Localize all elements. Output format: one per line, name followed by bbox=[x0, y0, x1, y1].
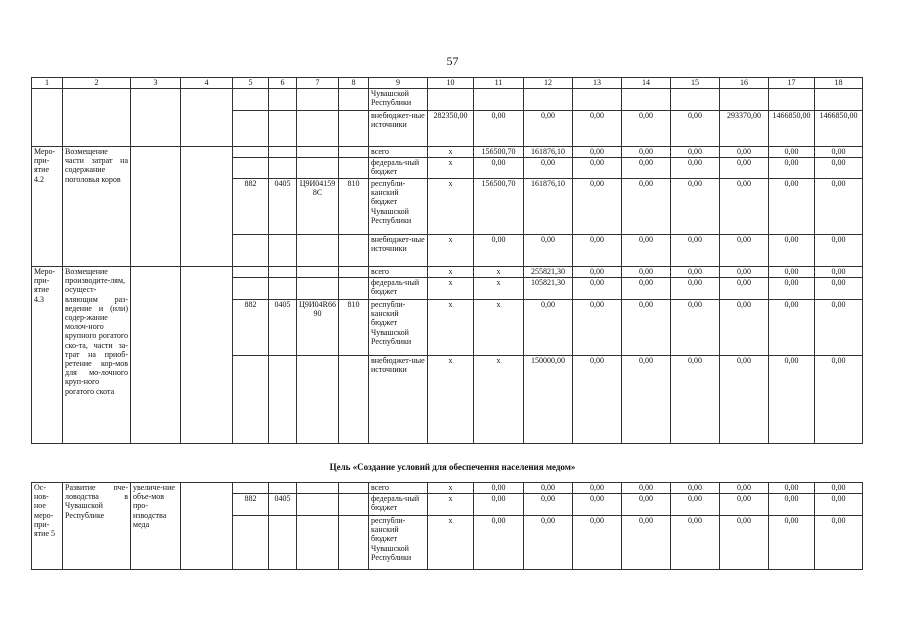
source-cell: внебюджет-ные источники bbox=[369, 111, 428, 147]
value-cell: 0,00 bbox=[573, 356, 622, 444]
col-number: 7 bbox=[297, 78, 339, 89]
expense-type-code: 810 bbox=[339, 300, 369, 356]
source-cell: всего bbox=[369, 147, 428, 158]
section-code: 0405 bbox=[269, 300, 297, 356]
col-number: 5 bbox=[233, 78, 269, 89]
value-cell: 0,00 bbox=[622, 300, 671, 356]
value-cell: 0,00 bbox=[573, 235, 622, 267]
value-cell: 0,00 bbox=[671, 267, 720, 278]
table-row bbox=[32, 267, 863, 278]
table-row bbox=[32, 89, 863, 111]
source-cell: всего bbox=[369, 483, 428, 494]
value-cell: 0,00 bbox=[720, 516, 769, 570]
value-cell: 0,00 bbox=[474, 235, 524, 267]
value-cell: 156500,70 bbox=[474, 147, 524, 158]
value-cell: 0,00 bbox=[815, 300, 863, 356]
column-number-row bbox=[32, 78, 863, 89]
value-cell: 0,00 bbox=[769, 356, 815, 444]
value-cell: 0,00 bbox=[769, 267, 815, 278]
value-cell: 0,00 bbox=[573, 516, 622, 570]
col-number: 18 bbox=[815, 78, 863, 89]
value-cell: х bbox=[428, 158, 474, 179]
value-cell: 0,00 bbox=[524, 300, 573, 356]
value-cell: 1466850,00 bbox=[769, 111, 815, 147]
col-number: 8 bbox=[339, 78, 369, 89]
value-cell: 0,00 bbox=[671, 235, 720, 267]
col-number: 12 bbox=[524, 78, 573, 89]
measure-name: Развитие пче-ловодства в Чувашской Республике bbox=[63, 483, 131, 570]
value-cell: 0,00 bbox=[769, 300, 815, 356]
page-number: 57 bbox=[446, 54, 459, 68]
value-cell: 0,00 bbox=[474, 516, 524, 570]
value-cell: 0,00 bbox=[671, 158, 720, 179]
value-cell: х bbox=[428, 356, 474, 444]
value-cell: 0,00 bbox=[720, 483, 769, 494]
value-cell: 0,00 bbox=[573, 179, 622, 235]
value-cell: х bbox=[428, 147, 474, 158]
expense-type-code: 810 bbox=[339, 179, 369, 235]
value-cell: 0,00 bbox=[524, 111, 573, 147]
value-cell: 0,00 bbox=[769, 516, 815, 570]
value-cell: 0,00 bbox=[622, 147, 671, 158]
value-cell: х bbox=[474, 300, 524, 356]
value-cell: 0,00 bbox=[474, 111, 524, 147]
value-cell: 0,00 bbox=[671, 516, 720, 570]
value-cell: 0,00 bbox=[622, 516, 671, 570]
value-cell: 105821,30 bbox=[524, 278, 573, 300]
source-cell: внебюджет-ные источники bbox=[369, 235, 428, 267]
value-cell: 0,00 bbox=[622, 179, 671, 235]
value-cell: х bbox=[428, 278, 474, 300]
source-cell: республи-канский бюджет Чувашской Республики bbox=[369, 516, 428, 570]
value-cell: х bbox=[428, 235, 474, 267]
value-cell: 1466850,00 bbox=[815, 111, 863, 147]
target-article-code: Ц9И041598С bbox=[297, 179, 339, 235]
value-cell: 0,00 bbox=[769, 179, 815, 235]
value-cell: 0,00 bbox=[573, 278, 622, 300]
value-cell: 0,00 bbox=[720, 300, 769, 356]
source-cell: всего bbox=[369, 267, 428, 278]
value-cell: 0,00 bbox=[573, 483, 622, 494]
value-cell: 0,00 bbox=[573, 267, 622, 278]
col-number: 17 bbox=[769, 78, 815, 89]
value-cell: 0,00 bbox=[815, 356, 863, 444]
col-number: 9 bbox=[369, 78, 428, 89]
value-cell: 0,00 bbox=[622, 483, 671, 494]
value-cell: 0,00 bbox=[622, 111, 671, 147]
measure-code: Ос-нов-ное меро-при-ятие 5 bbox=[32, 483, 63, 570]
value-cell: х bbox=[428, 494, 474, 516]
section-code: 0405 bbox=[269, 179, 297, 235]
value-cell: х bbox=[428, 179, 474, 235]
value-cell: 0,00 bbox=[573, 494, 622, 516]
value-cell: 282350,00 bbox=[428, 111, 474, 147]
value-cell: 0,00 bbox=[524, 516, 573, 570]
value-cell: 0,00 bbox=[524, 235, 573, 267]
value-cell: 0,00 bbox=[720, 147, 769, 158]
value-cell: 0,00 bbox=[720, 158, 769, 179]
value-cell: х bbox=[474, 278, 524, 300]
value-cell: 161876,10 bbox=[524, 179, 573, 235]
value-cell: 0,00 bbox=[671, 356, 720, 444]
value-cell: 0,00 bbox=[671, 278, 720, 300]
source-cell: Чувашской Республики bbox=[369, 89, 428, 111]
col-number: 13 bbox=[573, 78, 622, 89]
source-cell: федераль-ный бюджет bbox=[369, 158, 428, 179]
value-cell: 0,00 bbox=[815, 494, 863, 516]
value-cell: 0,00 bbox=[622, 494, 671, 516]
value-cell: 0,00 bbox=[573, 300, 622, 356]
value-cell: 0,00 bbox=[769, 235, 815, 267]
value-cell: 0,00 bbox=[671, 483, 720, 494]
grbs-code: 882 bbox=[233, 179, 269, 235]
value-cell: 0,00 bbox=[671, 147, 720, 158]
value-cell: 0,00 bbox=[720, 179, 769, 235]
col-number: 10 bbox=[428, 78, 474, 89]
value-cell: 0,00 bbox=[474, 483, 524, 494]
measure-name: Возмещение производите-лям, осущест-вляющим раз-ведение и (или) содер-жание молоч-ного крупного рогатого ско-та, части за-трат на приоб-ретение кор-мов для мо-лочного круп-ного рогатого скота bbox=[63, 267, 131, 444]
value-cell: 0,00 bbox=[815, 516, 863, 570]
value-cell: х bbox=[474, 356, 524, 444]
measure-name: Возмещение части затрат на содержание поголовья коров bbox=[63, 147, 131, 267]
value-cell: 0,00 bbox=[573, 147, 622, 158]
col-number: 14 bbox=[622, 78, 671, 89]
source-cell: республи-канский бюджет Чувашской Республики bbox=[369, 179, 428, 235]
col-number: 6 bbox=[269, 78, 297, 89]
value-cell: 0,00 bbox=[815, 158, 863, 179]
value-cell: 0,00 bbox=[622, 267, 671, 278]
value-cell: 0,00 bbox=[769, 494, 815, 516]
value-cell: 0,00 bbox=[671, 494, 720, 516]
value-cell: 161876,10 bbox=[524, 147, 573, 158]
value-cell: 0,00 bbox=[573, 158, 622, 179]
grbs-code: 882 bbox=[233, 300, 269, 356]
value-cell: х bbox=[474, 267, 524, 278]
value-cell: 0,00 bbox=[815, 179, 863, 235]
value-cell: 150000,00 bbox=[524, 356, 573, 444]
col-number: 2 bbox=[63, 78, 131, 89]
value-cell: 0,00 bbox=[769, 158, 815, 179]
value-cell: 0,00 bbox=[769, 147, 815, 158]
value-cell: 0,00 bbox=[622, 158, 671, 179]
table-row bbox=[32, 147, 863, 158]
value-cell: 0,00 bbox=[622, 356, 671, 444]
col-number: 4 bbox=[181, 78, 233, 89]
goal-heading: Цель «Создание условий для обеспечения населения медом» bbox=[329, 462, 576, 472]
value-cell: 0,00 bbox=[815, 147, 863, 158]
table-row bbox=[32, 483, 863, 494]
value-cell: 0,00 bbox=[720, 278, 769, 300]
value-cell: 0,00 bbox=[671, 179, 720, 235]
budget-table-goal bbox=[31, 482, 863, 570]
source-cell: республи-канский бюджет Чувашской Республики bbox=[369, 300, 428, 356]
source-cell: федераль-ный бюджет bbox=[369, 278, 428, 300]
value-cell: 0,00 bbox=[769, 483, 815, 494]
value-cell: х bbox=[428, 267, 474, 278]
value-cell: 0,00 bbox=[524, 494, 573, 516]
section-code: 0405 bbox=[269, 494, 297, 516]
value-cell: 156500,70 bbox=[474, 179, 524, 235]
value-cell: 0,00 bbox=[622, 278, 671, 300]
col-number: 11 bbox=[474, 78, 524, 89]
value-cell: 293370,00 bbox=[720, 111, 769, 147]
value-cell: 0,00 bbox=[720, 494, 769, 516]
measure-code: Меро-при-ятие 4.2 bbox=[32, 147, 63, 267]
value-cell: 0,00 bbox=[815, 483, 863, 494]
col-number: 1 bbox=[32, 78, 63, 89]
value-cell: 0,00 bbox=[573, 111, 622, 147]
value-cell: 0,00 bbox=[524, 158, 573, 179]
value-cell: 0,00 bbox=[720, 235, 769, 267]
value-cell: 0,00 bbox=[815, 267, 863, 278]
value-cell: 0,00 bbox=[815, 235, 863, 267]
col-number: 15 bbox=[671, 78, 720, 89]
col-number: 3 bbox=[131, 78, 181, 89]
value-cell: 0,00 bbox=[671, 111, 720, 147]
value-cell: х bbox=[428, 300, 474, 356]
value-cell: 0,00 bbox=[720, 267, 769, 278]
value-cell: х bbox=[428, 483, 474, 494]
value-cell: 0,00 bbox=[769, 278, 815, 300]
value-cell: 0,00 bbox=[622, 235, 671, 267]
source-cell: внебюджет-ные источники bbox=[369, 356, 428, 444]
value-cell: 0,00 bbox=[474, 494, 524, 516]
value-cell: 255821,30 bbox=[524, 267, 573, 278]
value-cell: 0,00 bbox=[815, 278, 863, 300]
value-cell: 0,00 bbox=[524, 483, 573, 494]
measure-code: Меро-при-ятие 4.3 bbox=[32, 267, 63, 444]
value-cell: х bbox=[428, 516, 474, 570]
value-cell: 0,00 bbox=[671, 300, 720, 356]
grbs-code: 882 bbox=[233, 494, 269, 516]
target-article-code: Ц9И04R6690 bbox=[297, 300, 339, 356]
value-cell: 0,00 bbox=[474, 158, 524, 179]
source-cell: федераль-ный бюджет bbox=[369, 494, 428, 516]
value-cell: 0,00 bbox=[720, 356, 769, 444]
budget-table-top bbox=[31, 77, 863, 444]
target-indicator: увеличе-ние объе-мов про-изводства меда bbox=[131, 483, 181, 570]
col-number: 16 bbox=[720, 78, 769, 89]
